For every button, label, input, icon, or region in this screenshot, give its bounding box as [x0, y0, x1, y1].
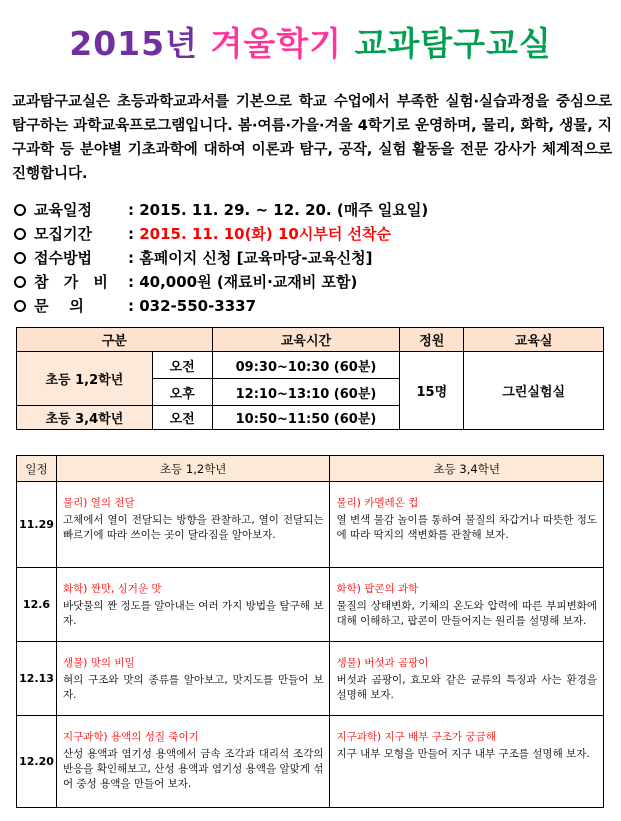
schedule-time: 10:50~11:50 (60분): [212, 406, 400, 430]
curriculum-cell: [330, 642, 604, 716]
curriculum-header: 초등 3,4학년: [330, 456, 604, 482]
bullet-circle-icon: [14, 300, 26, 312]
lesson-description: 물질의 상태변화, 기체의 온도와 압력에 따른 부피변화에 대해 이해하고, 팝콘이 만들어지는 원리를 설명해 보자.: [336, 600, 597, 627]
schedule-room: 그린실험실: [464, 352, 604, 430]
schedule-group: 초등 3,4학년: [17, 406, 153, 430]
lesson-description: 버섯과 곰팡이, 효모와 같은 균류의 특징과 사는 환경을 설명해 보자.: [336, 674, 597, 701]
curriculum-header-row: [17, 456, 604, 482]
title-program: 교과탐구교실: [354, 24, 552, 63]
curriculum-header: 초등 1,2학년: [56, 456, 330, 482]
curriculum-row: [17, 482, 604, 568]
lesson-subject: 지구과학) 지구 배부 구조가 궁금해: [336, 731, 496, 743]
info-fee: [14, 270, 614, 294]
info-contact: [14, 294, 614, 318]
lesson-description: 지구 내부 모형을 만들어 지구 내부 구조를 설명해 보자.: [336, 748, 590, 760]
schedule-header: 구분: [17, 328, 213, 352]
curriculum-date: 11.29: [17, 482, 57, 568]
info-value: : 홈페이지 신청 [교육마당-교육신청]: [128, 249, 373, 267]
info-value-highlight: 2015. 11. 10(화) 10시부터 선착순: [139, 225, 392, 243]
lesson-description: 바닷물의 짠 정도를 알아내는 여러 가지 방법을 탐구해 보자.: [62, 600, 324, 627]
lesson-description: 산성 용액과 염기성 용액에서 금속 조각과 대리석 조각의 반응을 확인해보고, 산성 용액과 염기성 용액을 알맞게 섞어 중성 용액을 만들어 보자.: [62, 748, 324, 790]
curriculum-row: [17, 642, 604, 716]
curriculum-cell: [56, 482, 330, 568]
curriculum-row: [17, 568, 604, 642]
curriculum-date: 12.13: [17, 642, 57, 716]
curriculum-cell: [330, 568, 604, 642]
bullet-circle-icon: [14, 228, 26, 240]
lesson-subject: 생물) 버섯과 곰팡이: [336, 657, 429, 669]
bullet-circle-icon: [14, 204, 26, 216]
info-value: : 40,000원 (재료비·교재비 포함): [128, 273, 358, 291]
lesson-subject: 화학) 팝콘의 과학: [336, 583, 419, 595]
curriculum-cell: [56, 568, 330, 642]
schedule-row: [17, 352, 604, 379]
curriculum-cell: [56, 716, 330, 808]
curriculum-cell: [56, 642, 330, 716]
schedule-group: 초등 1,2학년: [17, 352, 153, 406]
info-value: :: [128, 225, 140, 243]
curriculum-date: 12.20: [17, 716, 57, 808]
intro-paragraph: 교과탐구교실은 초등과학교과서를 기본으로 학교 수업에서 부족한 실험·실습과정을 중심으로 탐구하는 과학교육프로그램입니다. 봄·여름·가을·겨울 4학기로 운영하며, 물리, 화학, 생물, 지구과학 등 분야별 기초과학에 대하여 이론과 탐구, 공작, 실험 활동을 전문 강사가 체계적으로 진행합니다.: [12, 94, 612, 182]
schedule-session: 오전: [152, 352, 212, 379]
page-title: [0, 18, 621, 65]
title-season: 겨울학기: [210, 24, 342, 63]
info-label: 교육일정: [34, 201, 92, 219]
schedule-session: 오전: [152, 406, 212, 430]
title-year: 2015년: [69, 24, 198, 63]
bullet-circle-icon: [14, 252, 26, 264]
schedule-time: 12:10~13:10 (60분): [212, 379, 400, 406]
schedule-time: 09:30~10:30 (60분): [212, 352, 400, 379]
info-recruitment: [14, 222, 614, 246]
lesson-subject: 생물) 맛의 비밀: [62, 657, 135, 669]
info-label: 모집기간: [34, 225, 92, 243]
lesson-description: 혀의 구조와 맛의 종류를 알아보고, 맛지도를 만들어 보자.: [62, 674, 324, 701]
schedule-header: 교육시간: [212, 328, 400, 352]
schedule-header: 교육실: [464, 328, 604, 352]
schedule-table: [16, 327, 604, 430]
lesson-description: 고체에서 열이 전달되는 방향을 관찰하고, 열이 전달되는 빠르기에 따라 쓰이는 곳이 달라짐을 알아보자.: [62, 514, 324, 541]
lesson-subject: 지구과학) 용액의 성질 죽이기: [62, 731, 199, 743]
bullet-circle-icon: [14, 276, 26, 288]
schedule-header: 정원: [400, 328, 464, 352]
info-label: 접수방법: [34, 249, 92, 267]
curriculum-header: 일정: [17, 456, 57, 482]
lesson-description: 열 변색 물감 놀이를 통하여 물질의 차갑거나 따뜻한 정도에 따라 딱지의 색변화를 관찰해 보자.: [336, 514, 597, 541]
lesson-subject: 물리) 카멜레온 컵: [336, 497, 419, 509]
info-application: [14, 246, 614, 270]
lesson-subject: 화학) 짠맛, 싱거운 맛: [62, 583, 162, 595]
schedule-capacity: 15명: [400, 352, 464, 430]
schedule-session: 오후: [152, 379, 212, 406]
info-schedule: [14, 198, 614, 222]
curriculum-row: [17, 716, 604, 808]
curriculum-table: [16, 455, 604, 808]
lesson-subject: 물리) 열의 전달: [62, 497, 135, 509]
curriculum-date: 12.6: [17, 568, 57, 642]
info-value: : 032-550-3337: [128, 297, 257, 315]
info-value: : 2015. 11. 29. ~ 12. 20. (매주 일요일): [128, 201, 429, 219]
info-list: [14, 198, 614, 318]
info-label: 참 가 비: [34, 273, 113, 291]
curriculum-cell: [330, 482, 604, 568]
info-label: 문 의: [34, 297, 84, 315]
schedule-header-row: [17, 328, 604, 352]
curriculum-cell: [330, 716, 604, 808]
